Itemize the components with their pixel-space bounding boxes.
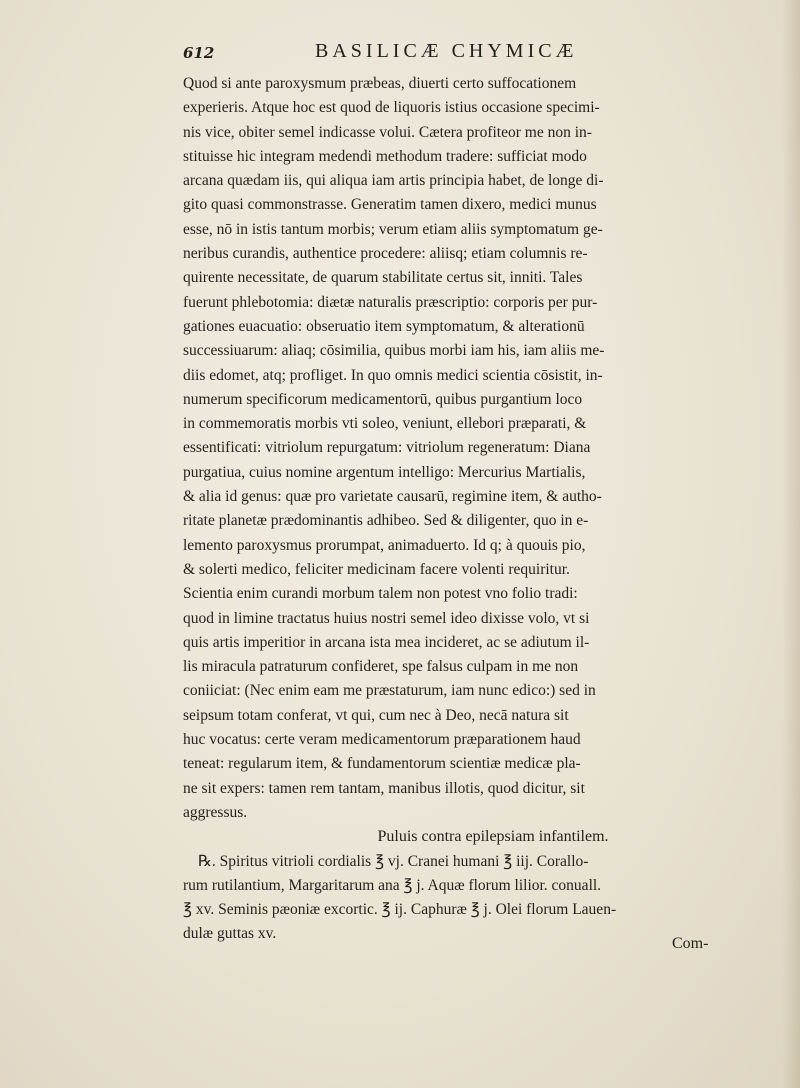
text-line: lis miracula patraturum confideret, spe falsus culpam in me non bbox=[183, 658, 579, 676]
body-text bbox=[183, 72, 763, 947]
text-line: aggressus. bbox=[183, 803, 248, 821]
running-head: BASILICÆ CHYMICÆ bbox=[315, 40, 578, 62]
catchword: Com- bbox=[672, 935, 709, 952]
text-line: coniiciat: (Nec enim eam me præstaturum, iam nunc edico:) sed in bbox=[183, 682, 596, 700]
page-number: 612 bbox=[183, 44, 215, 62]
text-line: esse, nō in istis tantum morbis; verum etiam aliis symptomatum ge- bbox=[183, 220, 603, 238]
recipe-line: rum rutilantium, Margaritarum ana ℥ j. Aquæ florum lilior. conuall. bbox=[183, 876, 602, 894]
text-line: essentificati: vitriolum repurgatum: vitriolum regeneratum: Diana bbox=[183, 439, 591, 457]
text-line: successiuarum: aliaq; cōsimilia, quibus morbi iam his, iam aliis me- bbox=[183, 342, 605, 360]
section-heading: Puluis contra epilepsiam infantilem. bbox=[377, 828, 609, 846]
text-line: in commemoratis morbis vti soleo, veniunt, ellebori præparati, & bbox=[183, 415, 587, 433]
text-line: quod in limine tractatus huius nostri semel ideo dixisse volo, vt si bbox=[183, 609, 590, 627]
recipe-line: ℥ xv. Seminis pæoniæ excortic. ℥ ij. Caphuræ ℥ j. Olei florum Lauen- bbox=[183, 901, 617, 919]
text-line: gationes euacuatio: obseruatio item symptomatum, & alterationū bbox=[183, 317, 585, 335]
text-line: quirente necessitate, de quarum stabilitate certus sit, inniti. Tales bbox=[183, 269, 583, 287]
text-line: nis vice, obiter semel indicasse volui. Cætera profiteor me non in- bbox=[183, 123, 592, 141]
text-line: arcana quædam iis, qui aliqua iam artis principia habet, de longe di- bbox=[183, 172, 604, 190]
text-line: numerum specificorum medicamentorū, quibus purgantium loco bbox=[183, 390, 583, 408]
text-line: fuerunt phlebotomia: diætæ naturalis præscriptio: corporis per pur- bbox=[183, 293, 598, 311]
page-header bbox=[183, 40, 763, 66]
text-line: & alia id genus: quæ pro varietate causarū, regimine item, & autho- bbox=[183, 488, 602, 506]
text-line: & solerti medico, feliciter medicinam facere volenti requiritur. bbox=[183, 560, 570, 578]
text-line: lemento paroxysmus prorumpat, animaduerto. Id q; à quouis pio, bbox=[183, 536, 586, 554]
text-line: diis edomet, atq; profliget. In quo omnis medici scientia cōsistit, in- bbox=[183, 366, 603, 384]
text-line: gito quasi commonstrasse. Generatim tamen dixero, medici munus bbox=[183, 196, 597, 214]
text-line: huc vocatus: certe veram medicamentorum præparationem haud bbox=[183, 731, 581, 749]
text-line: seipsum totam conferat, vt qui, cum nec à Deo, necā natura sit bbox=[183, 706, 569, 724]
recipe-line: dulæ guttas xv. bbox=[183, 925, 277, 943]
text-line: quis artis imperitior in arcana ista mea incideret, ac se adiutum il- bbox=[183, 633, 590, 651]
text-line: ritate planetæ prædominantis adhibeo. Sed & diligenter, quo in e- bbox=[183, 512, 589, 530]
text-line: Quod si ante paroxysmum præbeas, diuerti certo suffocationem bbox=[183, 75, 577, 92]
text-line: ne sit expers: tamen rem tantam, manibus illotis, quod dicitur, sit bbox=[183, 779, 585, 797]
page-edge-shadow bbox=[782, 0, 800, 1088]
text-line: teneat: regularum item, & fundamentorum scientiæ medicæ pla- bbox=[183, 755, 581, 773]
text-line: purgatiua, cuius nomine argentum intelligo: Mercurius Martialis, bbox=[183, 463, 586, 481]
text-line: neribus curandis, authentice procedere: aliisq; etiam columnis re- bbox=[183, 245, 588, 263]
recipe-line: ℞. Spiritus vitrioli cordialis ℥ vj. Cranei humani ℥ iij. Corallo- bbox=[198, 852, 589, 870]
text-line: stituisse hic integram medendi methodum tradere: sufficiat modo bbox=[183, 147, 587, 165]
text-line: Scientia enim curandi morbum talem non potest vno folio tradi: bbox=[183, 585, 578, 603]
text-line: experieris. Atque hoc est quod de liquoris istius occasione specimi- bbox=[183, 99, 600, 117]
